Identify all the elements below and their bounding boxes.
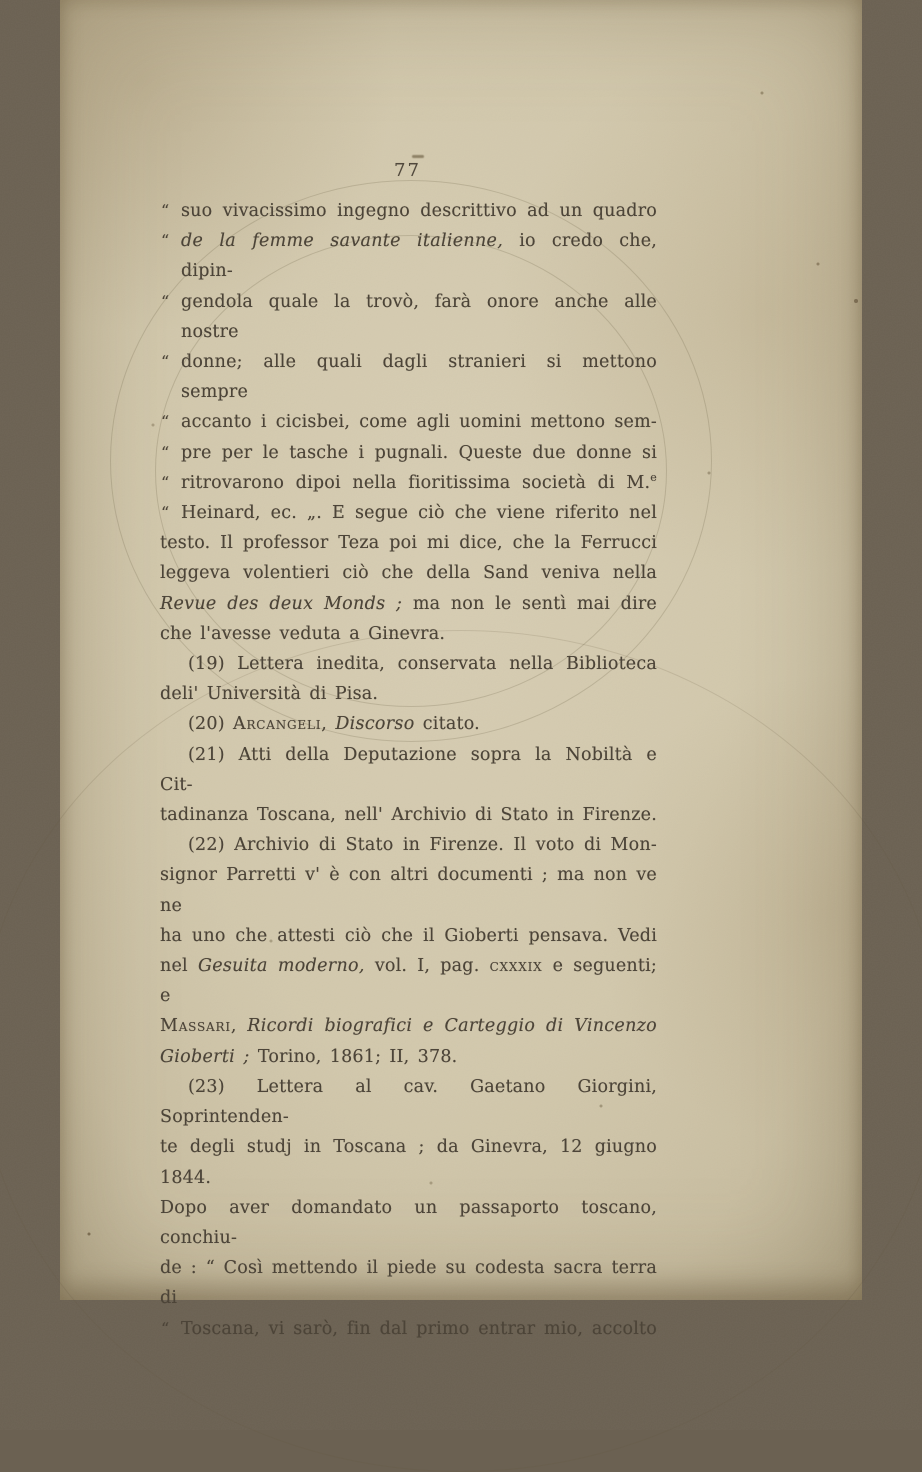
text-line bbox=[160, 951, 657, 1011]
text-line bbox=[160, 800, 657, 830]
text-segment: io credo che, dipin- bbox=[181, 231, 658, 282]
text-line bbox=[160, 226, 657, 286]
text-segment: , bbox=[230, 1016, 248, 1037]
text-segment: citato. bbox=[414, 714, 480, 735]
hanging-quote-mark: “ bbox=[161, 503, 170, 523]
text-line bbox=[160, 679, 657, 709]
text-segment: suo vivacissimo ingegno descrittivo ad un quadro bbox=[181, 201, 657, 221]
text-segment: (23) Lettera al cav. Gaetano Giorgini, Soprintenden- bbox=[160, 1076, 657, 1128]
hanging-quote-mark: “ bbox=[161, 231, 170, 251]
text-segment: , bbox=[321, 714, 336, 735]
text-segment: donne; alle quali dagli stranieri si mettono sempre bbox=[181, 352, 657, 403]
text-segment: e bbox=[650, 470, 657, 484]
text-line bbox=[160, 830, 657, 860]
text-line bbox=[160, 649, 657, 679]
text-segment: Gesuita moderno, bbox=[197, 956, 365, 977]
hanging-quote-mark: “ bbox=[161, 352, 170, 372]
page-number: 77 bbox=[394, 160, 421, 181]
text-segment: de : “ Così mettendo il piede su codesta sacra terra di bbox=[160, 1258, 657, 1309]
text-segment: testo. Il professor Teza poi mi dice, che la Ferrucci bbox=[160, 533, 657, 554]
text-line bbox=[160, 1193, 657, 1253]
text-segment: (21) Atti della Deputazione sopra la Nobiltà e Cit- bbox=[160, 744, 657, 795]
text-segment: Ricordi biografici e Carteggio di Vincenzo bbox=[247, 1016, 657, 1037]
text-segment: accanto i cicisbei, come agli uomini mettono sem- bbox=[181, 412, 657, 433]
text-line bbox=[160, 287, 657, 347]
text-segment: Discorso bbox=[335, 714, 415, 735]
paper-specks bbox=[60, 0, 62, 2]
text-segment: tadinanza Toscana, nell' Archivio di Stato in Firenze. bbox=[160, 805, 657, 826]
text-line bbox=[160, 528, 657, 558]
text-line bbox=[160, 860, 657, 920]
text-segment: de la femme savante italienne, bbox=[181, 231, 504, 252]
text-segment: te degli studj in Toscana ; da Ginevra, 12 giugno 1844. bbox=[160, 1137, 657, 1188]
hanging-quote-mark: “ bbox=[161, 472, 170, 492]
text-segment: vol. I, pag. bbox=[364, 956, 490, 977]
text-line bbox=[160, 1042, 657, 1072]
hanging-quote-mark: “ bbox=[161, 291, 170, 311]
text-segment: signor Parretti v' è con altri documenti ; ma non ve ne bbox=[160, 865, 657, 916]
text-segment: Massari bbox=[160, 1016, 231, 1037]
text-segment: ma non le sentì mai dire bbox=[402, 593, 657, 614]
book-page-scan bbox=[60, 0, 862, 1339]
text-line bbox=[160, 619, 657, 649]
text-line bbox=[160, 1132, 657, 1192]
text-segment: ritrovarono dipoi nella fioritissima società di M. bbox=[181, 472, 651, 493]
hanging-quote-mark: “ bbox=[161, 442, 170, 462]
text-segment: che l'avesse veduta a Ginevra. bbox=[160, 623, 446, 644]
text-line bbox=[160, 1011, 657, 1041]
text-line bbox=[160, 740, 657, 800]
text-line bbox=[160, 196, 657, 226]
text-segment: Toscana, vi sarò, fin dal primo entrar mio, accolto bbox=[181, 1318, 657, 1339]
text-line bbox=[160, 1314, 657, 1344]
text-line bbox=[160, 407, 657, 437]
text-segment: Dopo aver domandato un passaporto toscano, conchiu- bbox=[160, 1197, 657, 1248]
text-segment: deli' Università di Pisa. bbox=[160, 684, 379, 705]
text-segment: (20) bbox=[188, 714, 233, 735]
text-segment: gendola quale la trovò, farà onore anche alle nostre bbox=[181, 291, 657, 342]
text-line bbox=[160, 1072, 657, 1132]
text-line bbox=[160, 558, 657, 588]
text-segment: Torino, 1861; II, 378. bbox=[249, 1046, 458, 1067]
text-line bbox=[160, 921, 657, 951]
text-line bbox=[160, 709, 657, 739]
text-line bbox=[160, 347, 657, 407]
hanging-quote-mark: “ bbox=[161, 412, 170, 432]
text-segment: Revue des deux Monds ; bbox=[160, 593, 403, 614]
text-line bbox=[160, 589, 657, 619]
text-segment: leggeva volentieri ciò che della Sand veniva nella bbox=[160, 563, 657, 584]
page-text-block bbox=[160, 196, 657, 1344]
text-segment: Gioberti ; bbox=[160, 1046, 250, 1067]
hanging-quote-mark: “ bbox=[161, 1318, 170, 1338]
text-segment: (22) Archivio di Stato in Firenze. Il voto di Mon- bbox=[188, 835, 657, 856]
text-segment: Arcangeli bbox=[233, 714, 322, 735]
text-segment: (19) Lettera inedita, conservata nella Biblioteca bbox=[188, 654, 657, 675]
text-segment: ha uno che attesti ciò che il Gioberti pensava. Vedi bbox=[160, 925, 657, 946]
text-segment: pre per le tasche i pugnali. Queste due donne si bbox=[181, 442, 657, 463]
text-segment: Heinard, ec. „. E segue ciò che viene riferito nel bbox=[181, 503, 657, 524]
text-segment: e seguenti; e bbox=[160, 956, 658, 1007]
text-segment: nel bbox=[160, 956, 198, 977]
text-line bbox=[160, 1253, 657, 1313]
text-line bbox=[160, 438, 657, 468]
text-line bbox=[160, 468, 657, 498]
text-line bbox=[160, 498, 657, 528]
text-segment: cxxxix bbox=[489, 956, 543, 977]
hanging-quote-mark: “ bbox=[161, 201, 170, 220]
ink-smudge bbox=[412, 155, 424, 158]
